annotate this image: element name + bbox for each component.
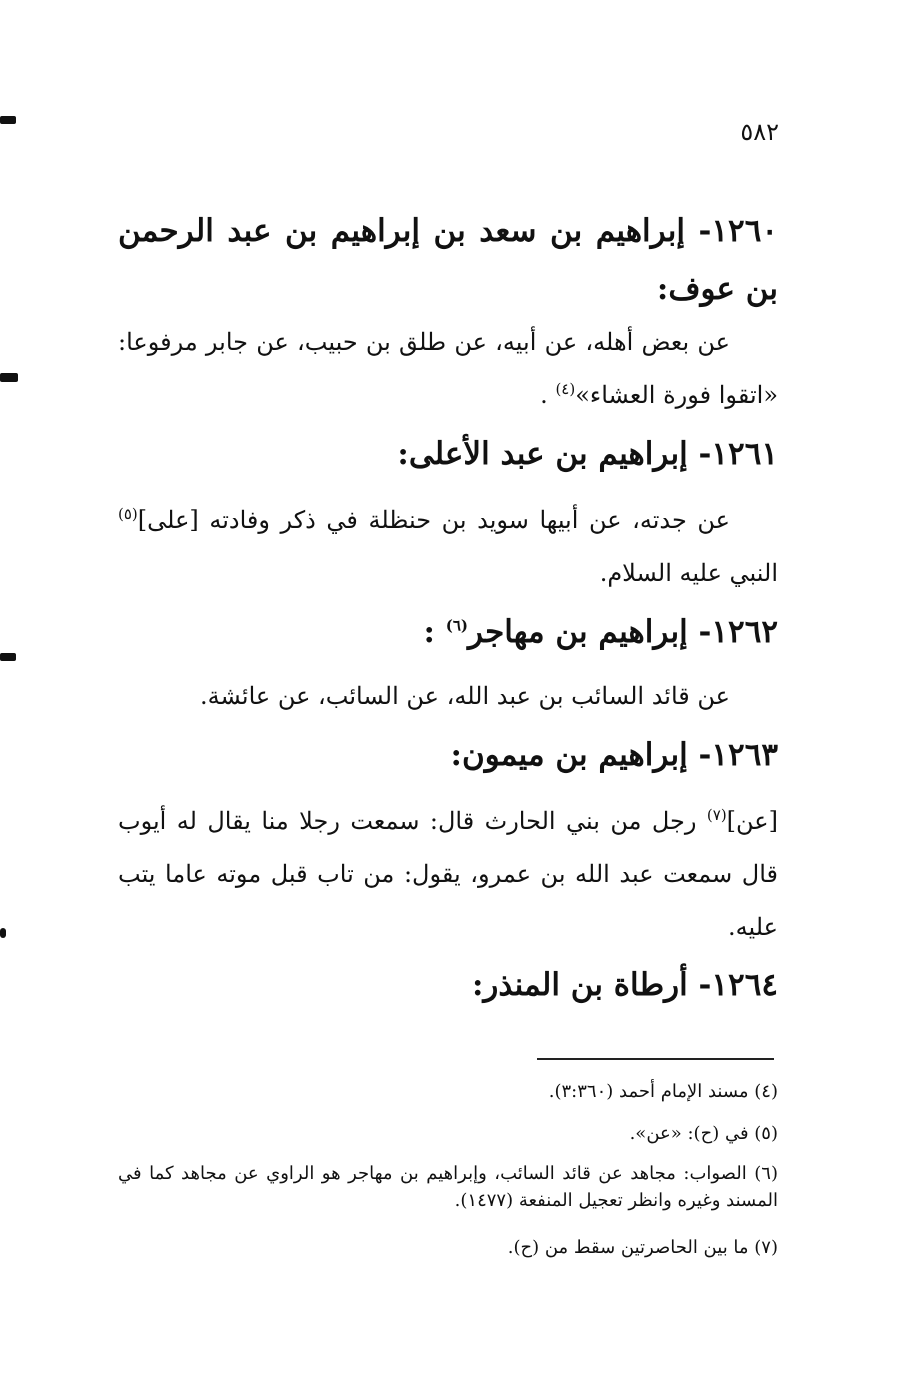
entry-heading: ١٢٦٠- إبراهيم بن سعد بن إبراهيم بن عبد الرحمن بن عوف: [118, 213, 778, 307]
entry-heading: ١٢٦٣- إبراهيم بن ميمون: [450, 737, 778, 773]
scan-mark [0, 373, 18, 382]
entry-heading: ١٢٦١- إبراهيم بن عبد الأعلى: [397, 436, 778, 472]
entry-heading: ١٢٦٤- أرطاة بن المنذر: [471, 967, 778, 1003]
entry-body: عن قائد السائب بن عبد الله، عن السائب، عن عائشة. [199, 682, 730, 710]
page-number: ٥٨٢ [740, 118, 779, 146]
footnote: (٤) مسند الإمام أحمد (٣:٣٦٠). [548, 1081, 778, 1102]
entry-body: عن جدته، عن أبيها سويد بن حنظلة في ذكر وفادته [على]$^{(٥)}$ النبي عليه السلام. [118, 505, 778, 587]
entry-heading: ١٢٦٢- إبراهيم بن مهاجر$^{(٦)}$ : [423, 614, 778, 650]
entry-body: [عن]$^{(٧)}$ رجل من بني الحارث قال: سمعت رجلا منا يقال له أيوب قال سمعت عبد الله بن عمرو، يقول: من تاب قبل موته عاما يتب عليه. [118, 806, 778, 941]
scan-mark [0, 116, 16, 124]
footnote-separator [537, 1058, 774, 1060]
footnote: (٧) ما بين الحاصرتين سقط من (ح). [507, 1237, 778, 1258]
footnote-ref: (٦) [445, 616, 469, 635]
footnote-ref: (٧) [706, 806, 727, 824]
entry-body: عن بعض أهله، عن أبيه، عن طلق بن حبيب، عن جابر مرفوعا: «اتقوا فورة العشاء»$^{(٤)}$ . [118, 328, 778, 409]
footnote: (٦) الصواب: مجاهد عن قائد السائب، وإبراهيم بن مهاجر هو الراوي عن مجاهد كما في المسند وغيره وانظر تعجيل المنفعة (١٤٧٧). [118, 1163, 778, 1211]
footnote: (٥) في (ح): «عن». [629, 1123, 778, 1144]
scan-mark [0, 928, 6, 938]
footnote-ref: (٥) [118, 505, 138, 523]
footnote-ref: (٤) [555, 380, 576, 398]
scan-mark [0, 653, 16, 661]
